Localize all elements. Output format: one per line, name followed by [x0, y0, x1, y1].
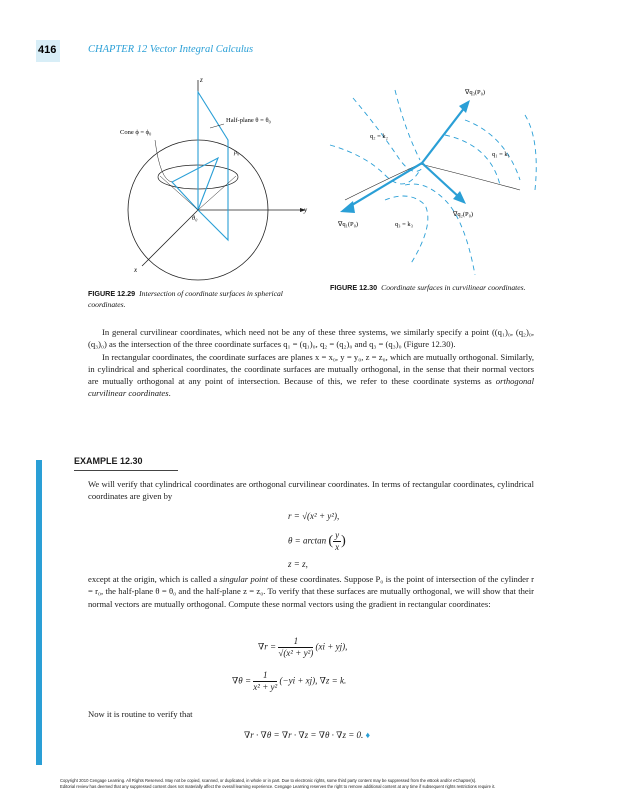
cone-label: Cone ϕ = ϕ₀ [120, 129, 152, 136]
surface-q3-b [385, 196, 428, 265]
gradient-theta: ∇θ = $\frac{1}{\text{x² + y²}}$ (−yi + xj), ∇z = k. [232, 670, 347, 692]
final-equation: ∇r · ∇θ = ∇r · ∇z = ∇θ · ∇z = 0. ♦ [244, 730, 371, 740]
grad-q3-arrow [422, 107, 465, 163]
y-label: y [304, 206, 308, 214]
emphasis: singular point [219, 574, 269, 584]
end-mark: ♦ [365, 730, 371, 740]
emphasis: orthogonal curvilinear coordinates [88, 376, 534, 399]
caption-text: Coordinate surfaces in curvilinear coordinates. [381, 283, 526, 292]
z-label: z [200, 76, 203, 84]
example-title: EXAMPLE 12.30 [74, 456, 143, 466]
theta-label: θ₀ [192, 215, 198, 222]
caption-label: FIGURE 12.30 [330, 283, 378, 292]
routine-text: Now it is routine to verify that [88, 709, 193, 719]
surface-q2-c [395, 90, 420, 160]
grad-q3-label: ∇q₃(P₀) [465, 89, 486, 96]
surface-q3-a [405, 184, 475, 275]
x-label: x [134, 266, 138, 274]
example-rule [74, 470, 178, 471]
surface-q2-b [330, 145, 420, 184]
figure-12-30-caption [330, 282, 540, 293]
figure-12-29-caption [88, 288, 308, 310]
paragraph-1: In general curvilinear coordinates, which need not be any of these three systems, we similarly specify a point ((q₁)₀, (q₂)₀, (q₃)₀) as the intersection of the three coordinate surfaces q₁ = (q₁)₀, q₂ = (q₂)₀ and q₃ = (q₃)₀ (Figure 12.30). [88, 327, 534, 350]
chapter-title: CHAPTER 12 Vector Integral Calculus [88, 44, 254, 55]
figure-12-30 [325, 80, 555, 275]
q1-label: q₁ = k₁ [492, 151, 510, 158]
half-plane-label: Half-plane θ = θ₀ [226, 117, 271, 124]
figure-12-29 [100, 70, 330, 285]
grad-q1-label: ∇q₁(P₀) [338, 221, 359, 228]
grad-q2-arrow [422, 163, 460, 198]
caption-text: Intersection of coordinate surfaces in spherical coordinates. [88, 289, 283, 309]
equation-z: z = z, [288, 559, 308, 569]
surface-q2-a [353, 98, 425, 171]
x-axis [142, 210, 198, 266]
q3-label: q₃ = k₃ [395, 221, 413, 228]
equation-r: r = √(x² + y²), [288, 511, 340, 521]
grad-q1-arrow [347, 163, 422, 208]
q2-label: q₂ = k₂ [370, 133, 388, 140]
rho-label: ρ₀ [234, 149, 240, 156]
paragraph-2: In rectangular coordinates, the coordinate surfaces are planes x = x₀, y = y₀, z = z₀, which are mutually orthogonal. Similarly, in cylindrical and spherical coordinates, the coordinate surfaces are mutually orthogonal, in the sense that their normal vectors are mutually orthogonal at any point of intersection. Because of this, we refer to these coordinate systems as orthogonal curvilinear coordinates. [88, 351, 534, 399]
equation-theta: θ = arctan ( $\frac{y}{x}$ ) [288, 530, 346, 552]
example-text: except at the origin, which is called a singular point of these coordinates. Suppose P₀ is the point of intersection of the cylinder r = r₀, the half-plane θ = θ₀ and the half-plane z = z₀. To verify that these surfaces are mutually orthogonal, we will show that their normal vectors are mutually orthogonal. Compute these normal vectors using the gradient in rectangular coordinates: [88, 574, 535, 609]
copyright-footer: Copyright 2010 Cengage Learning. All Rights Reserved. May not be copied, scanned, or duplicated, in whole or in part. Due to electronic rights, some third party content may be suppressed from the eBook and/or eChapter(s). Editorial review has deemed that any suppressed content does not materially affect the overall learning experience. Cengage Learning reserves the right to remove additional content at any time if subsequent rights restrictions require it. [60, 778, 496, 789]
grad-q2-label: ∇q₂(P₀) [453, 211, 474, 218]
example-sidebar [36, 460, 42, 765]
page-number: 416 [38, 44, 57, 56]
example-intro: We will verify that cylindrical coordinates are orthogonal curvilinear coordinates. In terms of rectangular coordinates, cylindrical coordinates are given by [88, 479, 534, 502]
surface-q1-c [525, 115, 536, 190]
surface-q1-a [465, 120, 520, 180]
gradient-r: ∇r = $\frac{1}{\text{√(x² + y²)}}$ (xi + yj), [258, 636, 348, 658]
body-text [88, 326, 534, 400]
caption-label: FIGURE 12.29 [88, 289, 136, 298]
